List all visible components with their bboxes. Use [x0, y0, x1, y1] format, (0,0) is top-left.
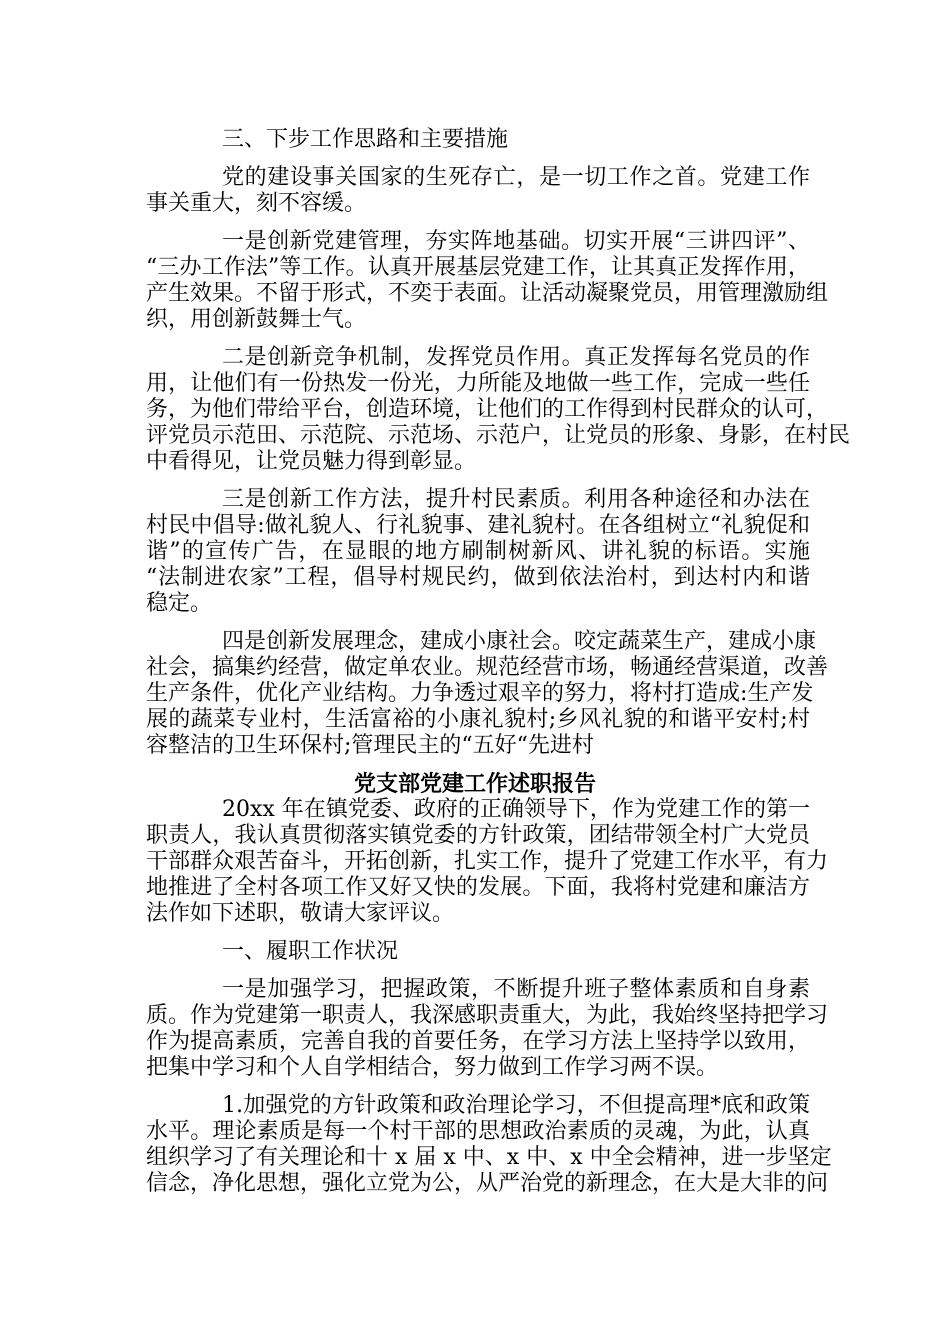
- paragraph-line: 用，让他们有一份热发一份光，力所能及地做一些工作，完成一些任: [146, 371, 810, 396]
- paragraph-line: 三是创新工作方法，提升村民素质。利用各种途径和办法在: [222, 487, 810, 512]
- paragraph-line: 组织学习了有关理论和十 x 届 x 中、x 中、x 中全会精神，进一步坚定: [146, 1145, 832, 1170]
- paragraph-line: 稳定。: [146, 591, 213, 616]
- paragraph-line: 地推进了全村各项工作又好又快的发展。下面，我将村党建和廉洁方: [146, 875, 810, 900]
- paragraph-line: 产生效果。不留于形式，不奕于表面。让活动凝聚党员，用管理激励组: [146, 281, 829, 306]
- paragraph-line: 中看得见，让党员魅力得到彰显。: [146, 449, 477, 474]
- paragraph-line: 把集中学习和个人自学相结合，努力做到工作学习两不误。: [146, 1055, 719, 1080]
- paragraph-line: 一是创新党建管理，夯实阵地基础。切实开展“三讲四评”、: [222, 229, 810, 254]
- paragraph-line: 信念，净化思想，强化立党为公，从严治党的新理念，在大是大非的问: [146, 1171, 829, 1196]
- paragraph-line: “法制进农家”工程，倡导村规民约，做到依法治村，到达村内和谐: [146, 565, 810, 590]
- paragraph-line: “三办工作法”等工作。认真开展基层党建工作，让其真正发挥作用，: [146, 255, 810, 280]
- paragraph-line: 谐”的宣传广告，在显眼的地方刷制树新风、讲礼貌的标语。实施: [146, 539, 810, 564]
- paragraph-line: 四是创新发展理念，建成小康社会。咬定蔬菜生产，建成小康: [222, 629, 817, 654]
- paragraph-line: 法作如下述职，敬请大家评议。: [146, 901, 455, 926]
- paragraph-line: 质。作为党建第一职责人，我深感职责重大，为此，我始终坚持把学习: [146, 1003, 829, 1028]
- paragraph-line: 1.加强党的方针政策和政治理论学习，不但提高理*底和政策: [222, 1093, 810, 1118]
- paragraph-line: 20xx 年在镇党委、政府的正确领导下，作为党建工作的第一: [222, 797, 810, 822]
- paragraph-line: 事关重大，刻不容缓。: [146, 191, 367, 216]
- paragraph-line: 村民中倡导:做礼貌人、行礼貌事、建礼貌村。在各组树立“礼貌促和: [146, 513, 810, 538]
- paragraph-line: 织，用创新鼓舞士气。: [146, 307, 367, 332]
- report-title: 党支部党建工作述职报告: [353, 771, 596, 797]
- paragraph-line: 水平。理论素质是每一个村干部的思想政治素质的灵魂，为此，认真: [146, 1119, 810, 1144]
- paragraph-line: 干部群众艰苦奋斗，开拓创新，扎实工作，提升了党建工作水平，有力: [146, 849, 829, 874]
- paragraph-line: 评党员示范田、示范院、示范场、示范户，让党员的形象、身影，在村民: [146, 423, 851, 448]
- section-heading: 三、下步工作思路和主要措施: [222, 127, 509, 152]
- paragraph-line: 展的蔬菜专业村，生活富裕的小康礼貌村;乡风礼貌的和谐平安村;村: [146, 707, 810, 732]
- section-heading: 一、履职工作状况: [222, 939, 399, 964]
- paragraph-line: 党的建设事关国家的生死存亡，是一切工作之首。党建工作: [222, 165, 810, 190]
- paragraph-line: 二是创新竞争机制，发挥党员作用。真正发挥每名党员的作: [222, 345, 810, 370]
- paragraph-line: 务，为他们带给平台，创造环境，让他们的工作得到村民群众的认可，: [146, 397, 829, 422]
- paragraph-line: 容整洁的卫生环保村;管理民主的“五好“先进村: [146, 733, 594, 758]
- paragraph-line: 职责人，我认真贯彻落实镇党委的方针政策，团结带领全村广大党员: [146, 823, 810, 848]
- paragraph-line: 生产条件，优化产业结构。力争透过艰辛的努力，将村打造成:生产发: [146, 681, 814, 706]
- paragraph-line: 社会，搞集约经营，做定单农业。规范经营市场，畅通经营渠道，改善: [146, 655, 829, 680]
- paragraph-line: 作为提高素质，完善自我的首要任务，在学习方法上坚持学以致用，: [146, 1029, 810, 1054]
- paragraph-line: 一是加强学习，把握政策，不断提升班子整体素质和自身素: [222, 977, 810, 1002]
